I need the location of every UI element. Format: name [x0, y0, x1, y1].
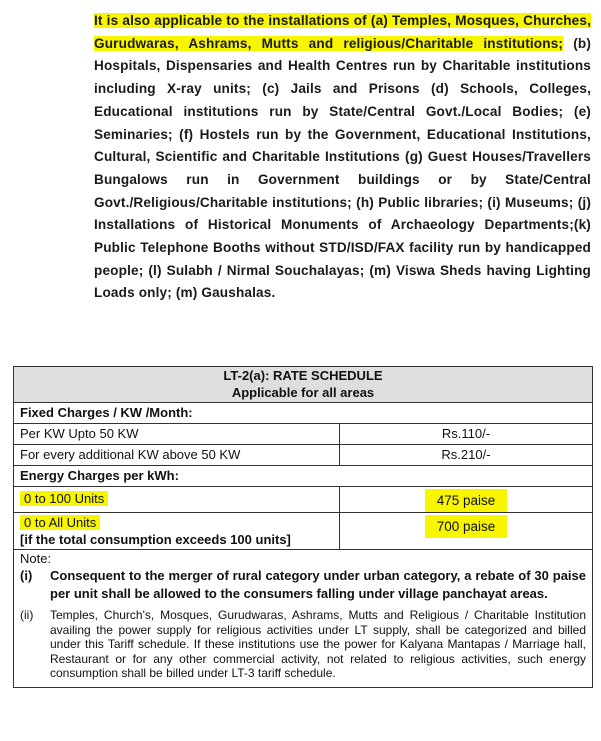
- energy-row-value: 475 paise: [425, 489, 508, 512]
- table-row: [14, 423, 592, 444]
- fixed-row-value: Rs.210/-: [441, 447, 491, 462]
- note-text: Temples, Church's, Mosques, Gurudwaras, Ashrams, Mutts and Religious / Charitable Institution availing the power supply for religious activities under LT supply, shall be categorized and billed under this Tariff schedule. If these institutions use the power for Kalyana Mantapas / Marriage hall, Restaurant or for any other commercial activity, not related to religious activities, such energy consumption shall be billed under LT-3 tariff schedule.: [50, 608, 586, 680]
- table-row: [14, 444, 592, 465]
- paragraph-text: (b) Hospitals, Dispensaries and Health Centres run by Charitable institutions including X-ray units; (c) Jails and Prisons (d) Schools, Colleges, Educational institutions run by State/Central Govt./Local Bodies; (e) Seminaries; (f) Hostels run by the Government, Educational Institutions, Cultural, Scientific and Charitable Institutions (g) Guest Houses/Travellers Bungalows run in Government buildings or by State/Central Govt./Religious/Charitable institutions; (h) Public libraries; (i) Museums; (j) Installations of Historical Monuments of Archaeology Departments;(k) Public Telephone Booths without STD/ISD/FAX facility run by handicapped people; (l) Sulabh / Nirmal Souchalayas; (m) Viswa Sheds having Lighting Loads only; (m) Gaushalas.: [94, 35, 592, 301]
- rate-schedule-table: [13, 366, 593, 688]
- table-title: LT-2(a): RATE SCHEDULE: [223, 368, 383, 383]
- note-number: (i): [20, 568, 33, 583]
- notes-row: [14, 549, 592, 687]
- fixed-row-label: Per KW Upto 50 KW: [14, 424, 340, 444]
- energy-row-value: 700 paise: [425, 515, 508, 538]
- note-item: [20, 608, 586, 681]
- table-row: [14, 512, 592, 549]
- fixed-charges-header-row: [14, 402, 592, 423]
- energy-charges-header: Energy Charges per kWh:: [20, 468, 179, 483]
- energy-row-label: 0 to 100 Units: [20, 491, 108, 506]
- energy-row-sublabel: [if the total consumption exceeds 100 units]: [20, 532, 291, 547]
- fixed-row-label: For every additional KW above 50 KW: [14, 445, 340, 465]
- note-item: [20, 567, 586, 603]
- energy-charges-header-row: [14, 465, 592, 486]
- fixed-row-value: Rs.110/-: [441, 426, 491, 441]
- note-label: Note:: [20, 551, 52, 566]
- note-number: (ii): [20, 608, 34, 622]
- fixed-charges-header: Fixed Charges / KW /Month:: [20, 405, 193, 420]
- table-subtitle: Applicable for all areas: [231, 384, 375, 400]
- energy-row-label: 0 to All Units: [20, 515, 100, 530]
- highlighted-text: It is also applicable to the installations of (a) Temples, Mosques, Churches, Gurudwaras, Ashrams, Mutts and religious/Charitable institutions;: [94, 13, 591, 51]
- applicability-paragraph: [94, 10, 591, 305]
- note-text: Consequent to the merger of rural category under urban category, a rebate of 30 paise per unit shall be allowed to the consumers falling under village panchayat areas.: [50, 568, 586, 601]
- table-row: [14, 486, 592, 512]
- table-title-row: [14, 367, 592, 402]
